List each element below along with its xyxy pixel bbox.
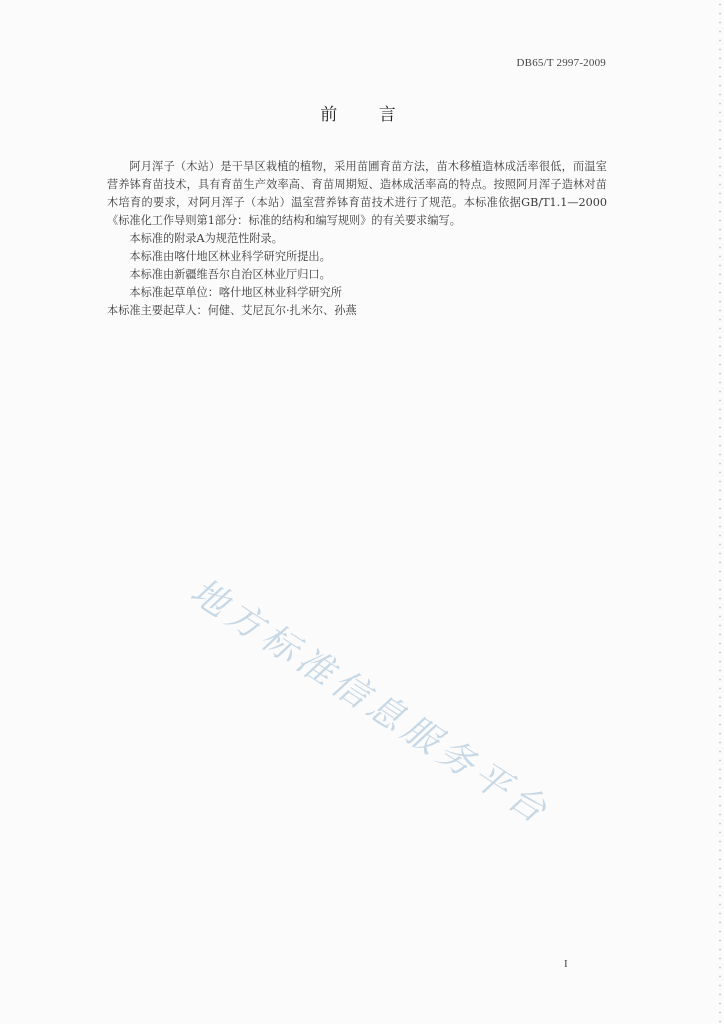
scan-edge-dots bbox=[719, 0, 721, 1024]
foreword-body bbox=[107, 158, 607, 320]
foreword-paragraph: 阿月浑子（木站）是干旱区栽植的植物，采用苗圃育苗方法，苗木移植造林成活率很低，而温室营养钵育苗技术，具有育苗生产效率高、育苗周期短、造林成活率高的特点。按照阿月浑子造林对苗木培育的要求，对阿月浑子（本站）温室营养钵育苗技术进行了规范。本标准依据GB/T1.1—2000《标准化工作导则第1部分：标准的结构和编写规则》的有关要求编写。 bbox=[107, 160, 607, 227]
page-number: I bbox=[564, 958, 568, 970]
page-title: 前 言 bbox=[320, 105, 414, 125]
foreword-line-drafting-unit: 本标准起草单位：喀什地区林业科学研究所 bbox=[129, 286, 342, 299]
watermark: 地方标准信息服务平台 bbox=[183, 570, 558, 835]
foreword-line-administrator: 本标准由新疆维吾尔自治区林业厅归口。 bbox=[129, 268, 331, 281]
document-code: DB65/T 2997-2009 bbox=[516, 57, 606, 69]
foreword-line-drafters: 本标准主要起草人：何健、艾尼瓦尔·扎米尔、孙燕 bbox=[107, 304, 357, 317]
foreword-line-proposer: 本标准由喀什地区林业科学研究所提出。 bbox=[129, 250, 331, 263]
foreword-line-appendix: 本标准的附录A为规范性附录。 bbox=[129, 232, 283, 245]
